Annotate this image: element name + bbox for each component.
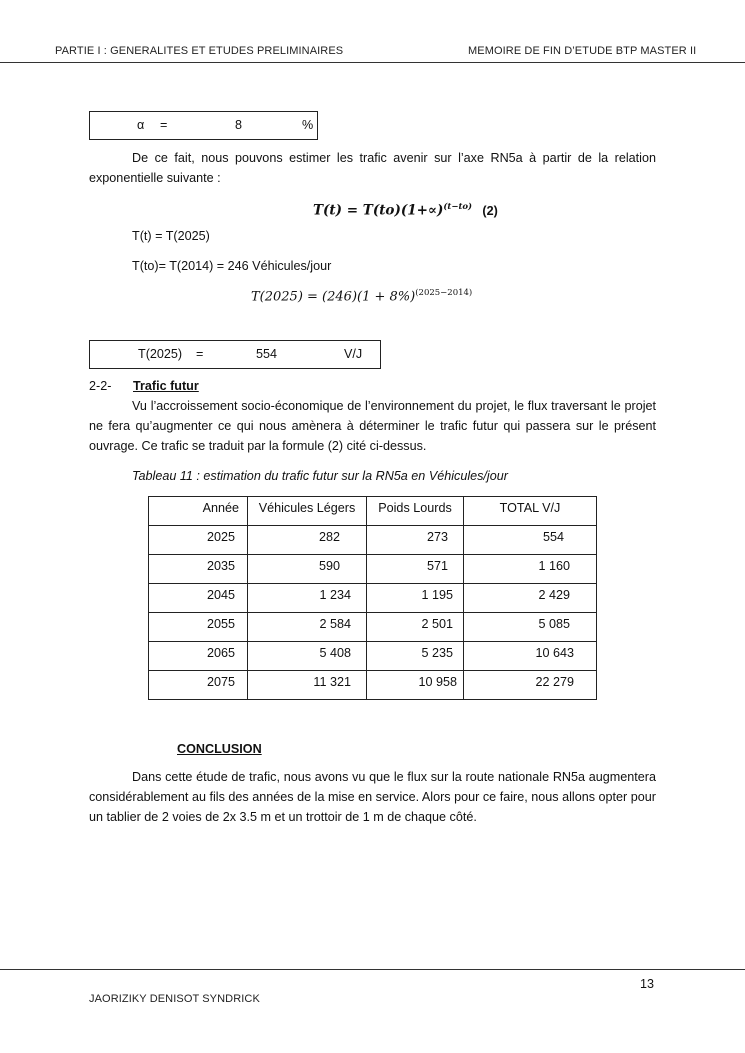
section-title: Trafic futur [133,379,199,393]
table-header-cell: Poids Lourds [367,497,464,526]
table-row [149,584,597,613]
table-cell: 5 235 [367,642,464,671]
table-cell: 2055 [149,613,248,642]
calc-exponent: (2025−2014) [415,288,473,298]
table-cell: 2025 [149,526,248,555]
table-row [149,555,597,584]
section-number: 2-2- [89,379,112,393]
result-eq: = [196,347,204,361]
table-cell: 11 321 [248,671,367,700]
section-paragraph: Vu l’accroissement socio-économique de l’environnement du projet, le flux traversant le projet ne fera qu’augmenter ce qui nous amènera à déterminer le trafic futur qui passera sur le présent ouvrage. Ce trafic se traduit par la formule (2) cité ci-dessus. [89,399,656,453]
alpha-value: 8 [235,118,243,132]
traffic-table [148,496,597,700]
table-cell: 2035 [149,555,248,584]
table-row [149,526,597,555]
table-cell: 571 [367,555,464,584]
formula-lhs: T(t) = T(to)(1+∝) [313,202,444,219]
footer-rule [0,969,745,970]
table-cell: 590 [248,555,367,584]
table-row [149,671,597,700]
table-row [149,613,597,642]
header-left: PARTIE I : GENERALITES ET ETUDES PRELIMINAIRES [55,45,344,57]
table-cell: 10 958 [367,671,464,700]
header-right: MEMOIRE DE FIN D’ETUDE BTP MASTER II [468,45,697,57]
table-cell: 273 [367,526,464,555]
formula-ref: (2) [482,203,498,218]
intro-paragraph: De ce fait, nous pouvons estimer les trafic avenir sur l’axe RN5a à partir de la relation exponentielle suivante : [89,151,656,185]
result-unit: V/J [344,347,363,361]
table-cell: 1 160 [464,555,597,584]
table-cell: 1 195 [367,584,464,613]
calc-base: T(2025) = (246)(1 + 8%) [251,289,416,305]
result-label: T(2025) [138,347,183,361]
alpha-box [89,111,318,140]
formula-exponential [313,202,498,219]
table-cell: 554 [464,526,597,555]
table-cell: 2 429 [464,584,597,613]
table-cell: 2065 [149,642,248,671]
table-cell: 5 408 [248,642,367,671]
tto-line: T(to)= T(2014) = 246 Véhicules/jour [132,259,332,273]
alpha-symbol: α [137,118,145,132]
conclusion-paragraph: Dans cette étude de trafic, nous avons vu que le flux sur la route nationale RN5a augmentera considérablement au fils des années de la mise en service. Alors pour ce faire, nous allons opter pour un tablier de 2 voies de 2x 3.5 m et un trottoir de 1 m de chaque côté. [89,770,656,824]
table-row [149,642,597,671]
table-cell: 1 234 [248,584,367,613]
calc-formula [251,288,472,304]
footer-author: JAORIZIKY DENISOT SYNDRICK [89,993,260,1005]
table-header-cell: Véhicules Légers [248,497,367,526]
table-header-cell: Année [149,497,248,526]
table-cell: 2045 [149,584,248,613]
table-cell: 2 584 [248,613,367,642]
table-caption: Tableau 11 : estimation du trafic futur sur la RN5a en Véhicules/jour [132,469,508,483]
table-cell: 5 085 [464,613,597,642]
table-header-cell: TOTAL V/J [464,497,597,526]
conclusion-title: CONCLUSION [177,742,262,756]
header-rule [0,62,745,63]
table-cell: 22 279 [464,671,597,700]
result-value: 554 [256,347,278,361]
table-cell: 282 [248,526,367,555]
result-box [89,340,381,369]
table-cell: 10 643 [464,642,597,671]
table-cell: 2075 [149,671,248,700]
page-number: 13 [640,977,655,991]
alpha-unit: % [302,118,314,132]
formula-exponent: (t−to) [443,202,473,212]
table-header-row [149,497,597,526]
tt-line: T(t) = T(2025) [132,229,210,243]
alpha-eq: = [160,118,168,132]
table-cell: 2 501 [367,613,464,642]
